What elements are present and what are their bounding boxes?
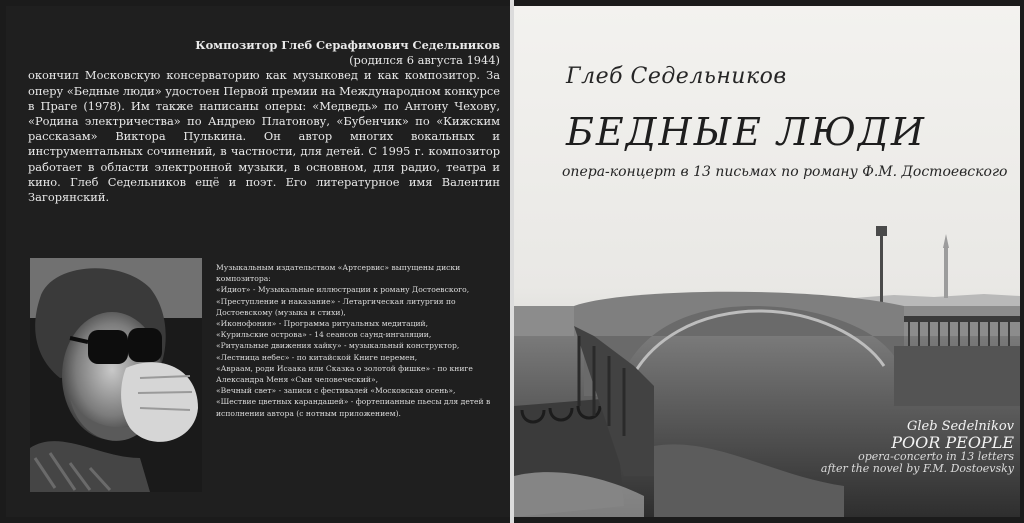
right-panel <box>514 6 1020 517</box>
discography-item: «Преступление и наказание» - Летаргическая литургия по Достоевскому (музыка и стихи), <box>216 296 456 317</box>
discography-item: «Лестница небес» - по китайской Книге перемен, <box>216 352 418 362</box>
album-subtitle-en-line1: opera-concerto in 13 letters <box>858 450 1014 463</box>
album-subtitle-en-line2: after the novel by F.M. Dostoevsky <box>820 462 1014 475</box>
discography-list <box>216 262 502 419</box>
bio-text: окончил Московскую консерваторию как музыковед и как композитор. За оперу «Бедные люди» удостоен Первой премии на Международном конкурсе в Праге (1978). Им также написаны оперы: «Медведь» по Антону Чехову, «Родина электричества» по Андрею Платонову, «Бубенчик» по «Кижским рассказам» Виктора Пулькина. Он автор многих вокальных и инструментальных сочинений, в частности, для детей. С 1995 г. композитор работает в области электронной музыки, в основном, для радио, театра и кино. Глеб Седельников ещё и поэт. Его литературное имя Валентин Загорянский. <box>28 68 500 205</box>
discography-item: «Ритуальные движения хайку» - музыкальный конструктор, <box>216 341 460 351</box>
left-panel <box>6 6 510 517</box>
discography-item: «Иконофония» - Программа ритуальных медитаций, <box>216 319 429 329</box>
english-credits <box>821 420 1014 475</box>
composer-biography <box>28 38 500 205</box>
album-subtitle-ru: опера-концерт в 13 письмах по роману Ф.М. Достоевского <box>562 164 1008 180</box>
discography-item: «Шествие цветных карандашей» - фортепианные пьесы для детей в исполнении автора (с нотным приложением). <box>216 397 491 418</box>
album-title-en: POOR PEOPLE <box>891 433 1014 452</box>
composer-photo <box>30 258 202 492</box>
discography-item: «Идиот» - Музыкальные иллюстрации к роману Достоевского, <box>216 285 470 295</box>
author-name-en: Gleb Sedelnikov <box>906 419 1014 434</box>
bio-birthdate: (родился 6 августа 1944) <box>349 53 500 68</box>
discography-item: Музыкальным издательством «Артсервис» выпущены диски композитора: <box>216 263 461 284</box>
bio-heading: Композитор Глеб Серафимович Седельников <box>195 38 500 52</box>
discography-item: «Вечный свет» - записи с фестивалей «Московская осень», <box>216 386 456 396</box>
composer-photo-image <box>30 258 202 492</box>
album-title-ru: БЕДНЫЕ ЛЮДИ <box>566 110 926 154</box>
discography-item: «Курильские острова» - 14 сеансов саунд-ингаляции, <box>216 330 432 340</box>
discography-item: «Авраам, роди Исаака или Сказка о золотой фишке» - по книге Александра Меня «Сын человеческий», <box>216 363 473 385</box>
author-name-ru: Глеб Седельников <box>566 64 787 89</box>
